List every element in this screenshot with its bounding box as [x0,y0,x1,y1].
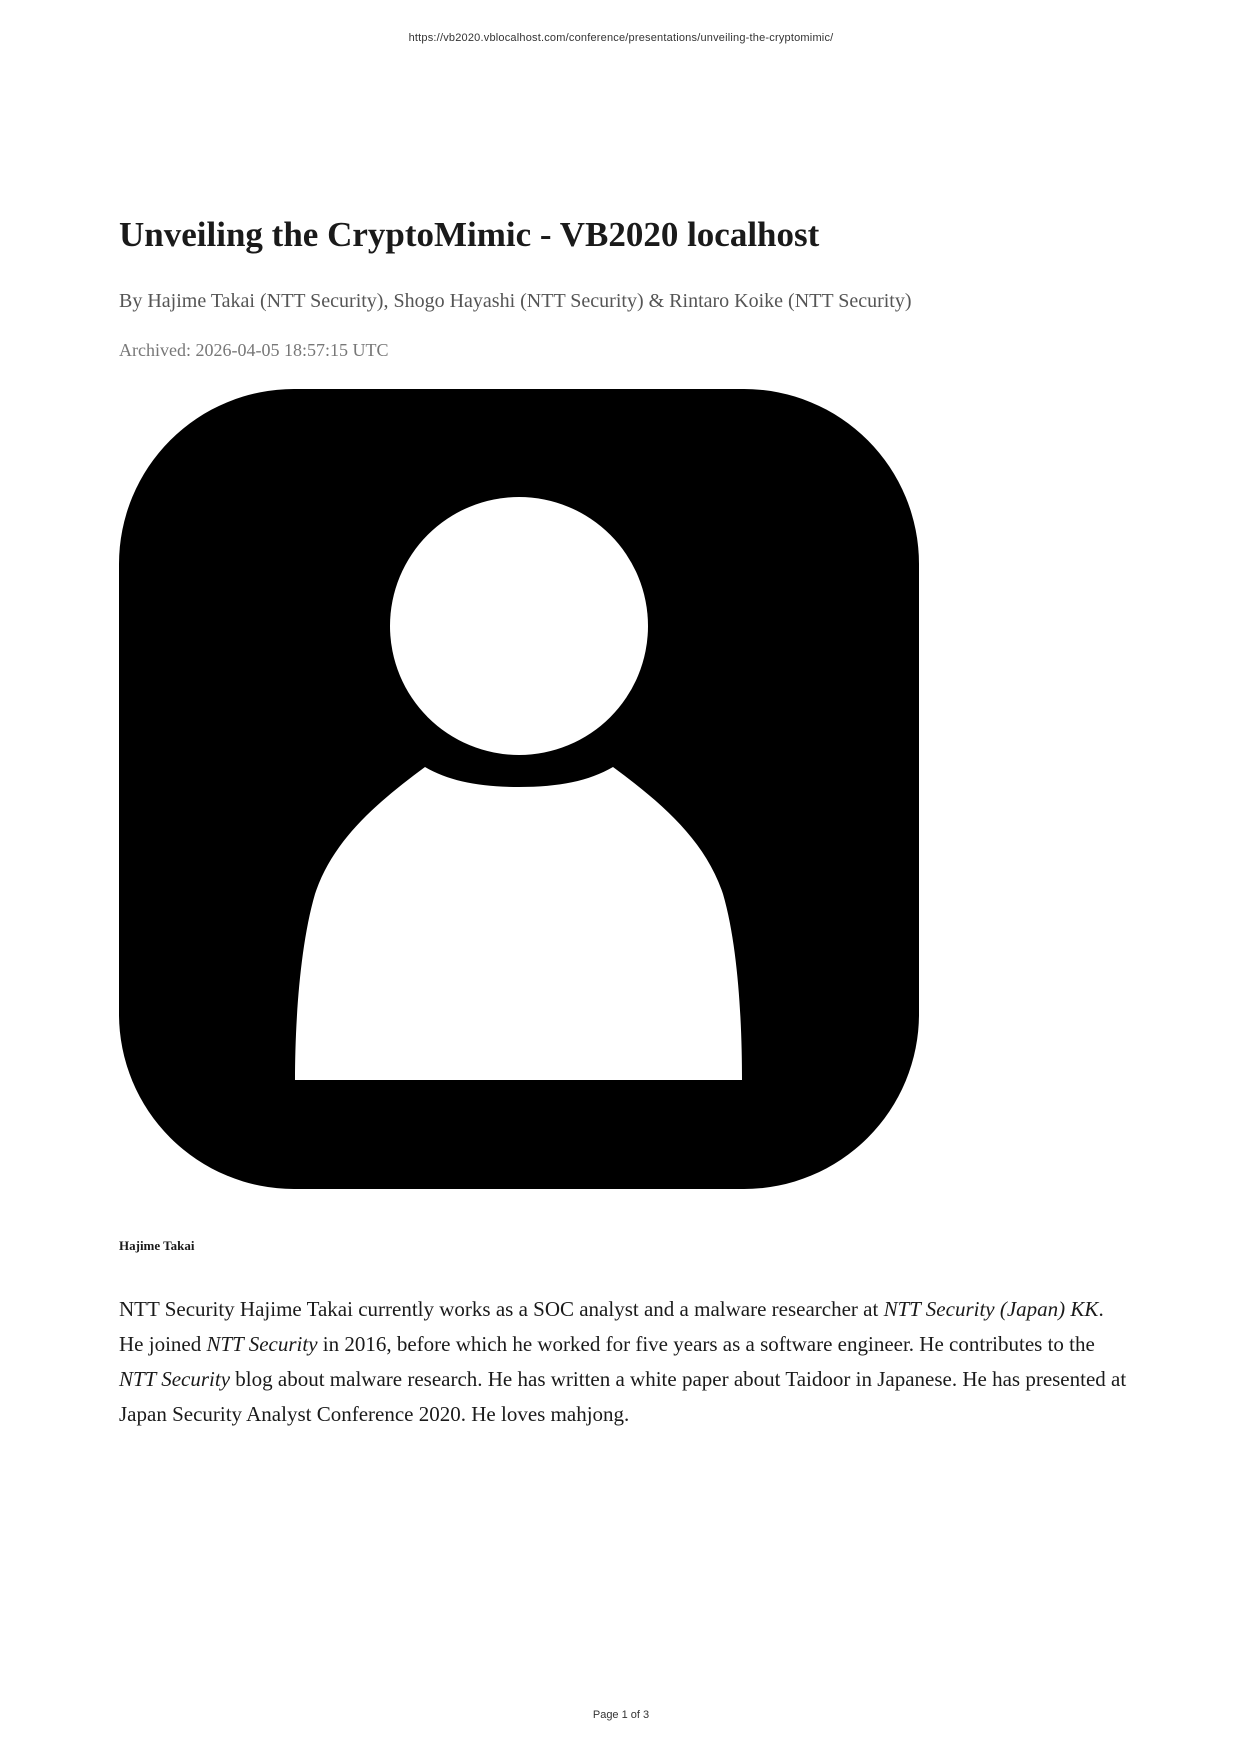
photo-caption: Hajime Takai [119,1238,195,1253]
bio-company-short: NTT Security [206,1332,318,1356]
bio-text-4: blog about malware research. He has written a white paper about Taidoor in Japanese. He has presented at Japan Security Analyst Conference 2020. He loves mahjong. [119,1367,1127,1426]
bio-text-1: NTT Security Hajime Takai currently works as a SOC analyst and a malware researcher at [119,1297,884,1321]
user-silhouette-icon [119,389,919,1189]
author-bio [119,1292,1129,1432]
bio-text-2: . He joined [119,1297,1104,1356]
bio-blog-name: NTT Security [119,1367,231,1391]
archived-timestamp: Archived: 2026-04-05 18:57:15 UTC [119,340,389,360]
page-url-header: https://vb2020.vblocalhost.com/conference/presentations/unveiling-the-cryptomimic/ [408,32,834,44]
page-title: Unveiling the CryptoMimic - VB2020 localhost [119,215,820,254]
author-byline: By Hajime Takai (NTT Security), Shogo Hayashi (NTT Security) & Rintaro Koike (NTT Security) [119,290,912,312]
bio-company-name: NTT Security (Japan) KK [883,1297,1099,1321]
bio-text-3: in 2016, before which he worked for five years as a software engineer. He contributes to the [317,1332,1095,1356]
page-number: Page 1 of 3 [592,1709,650,1721]
